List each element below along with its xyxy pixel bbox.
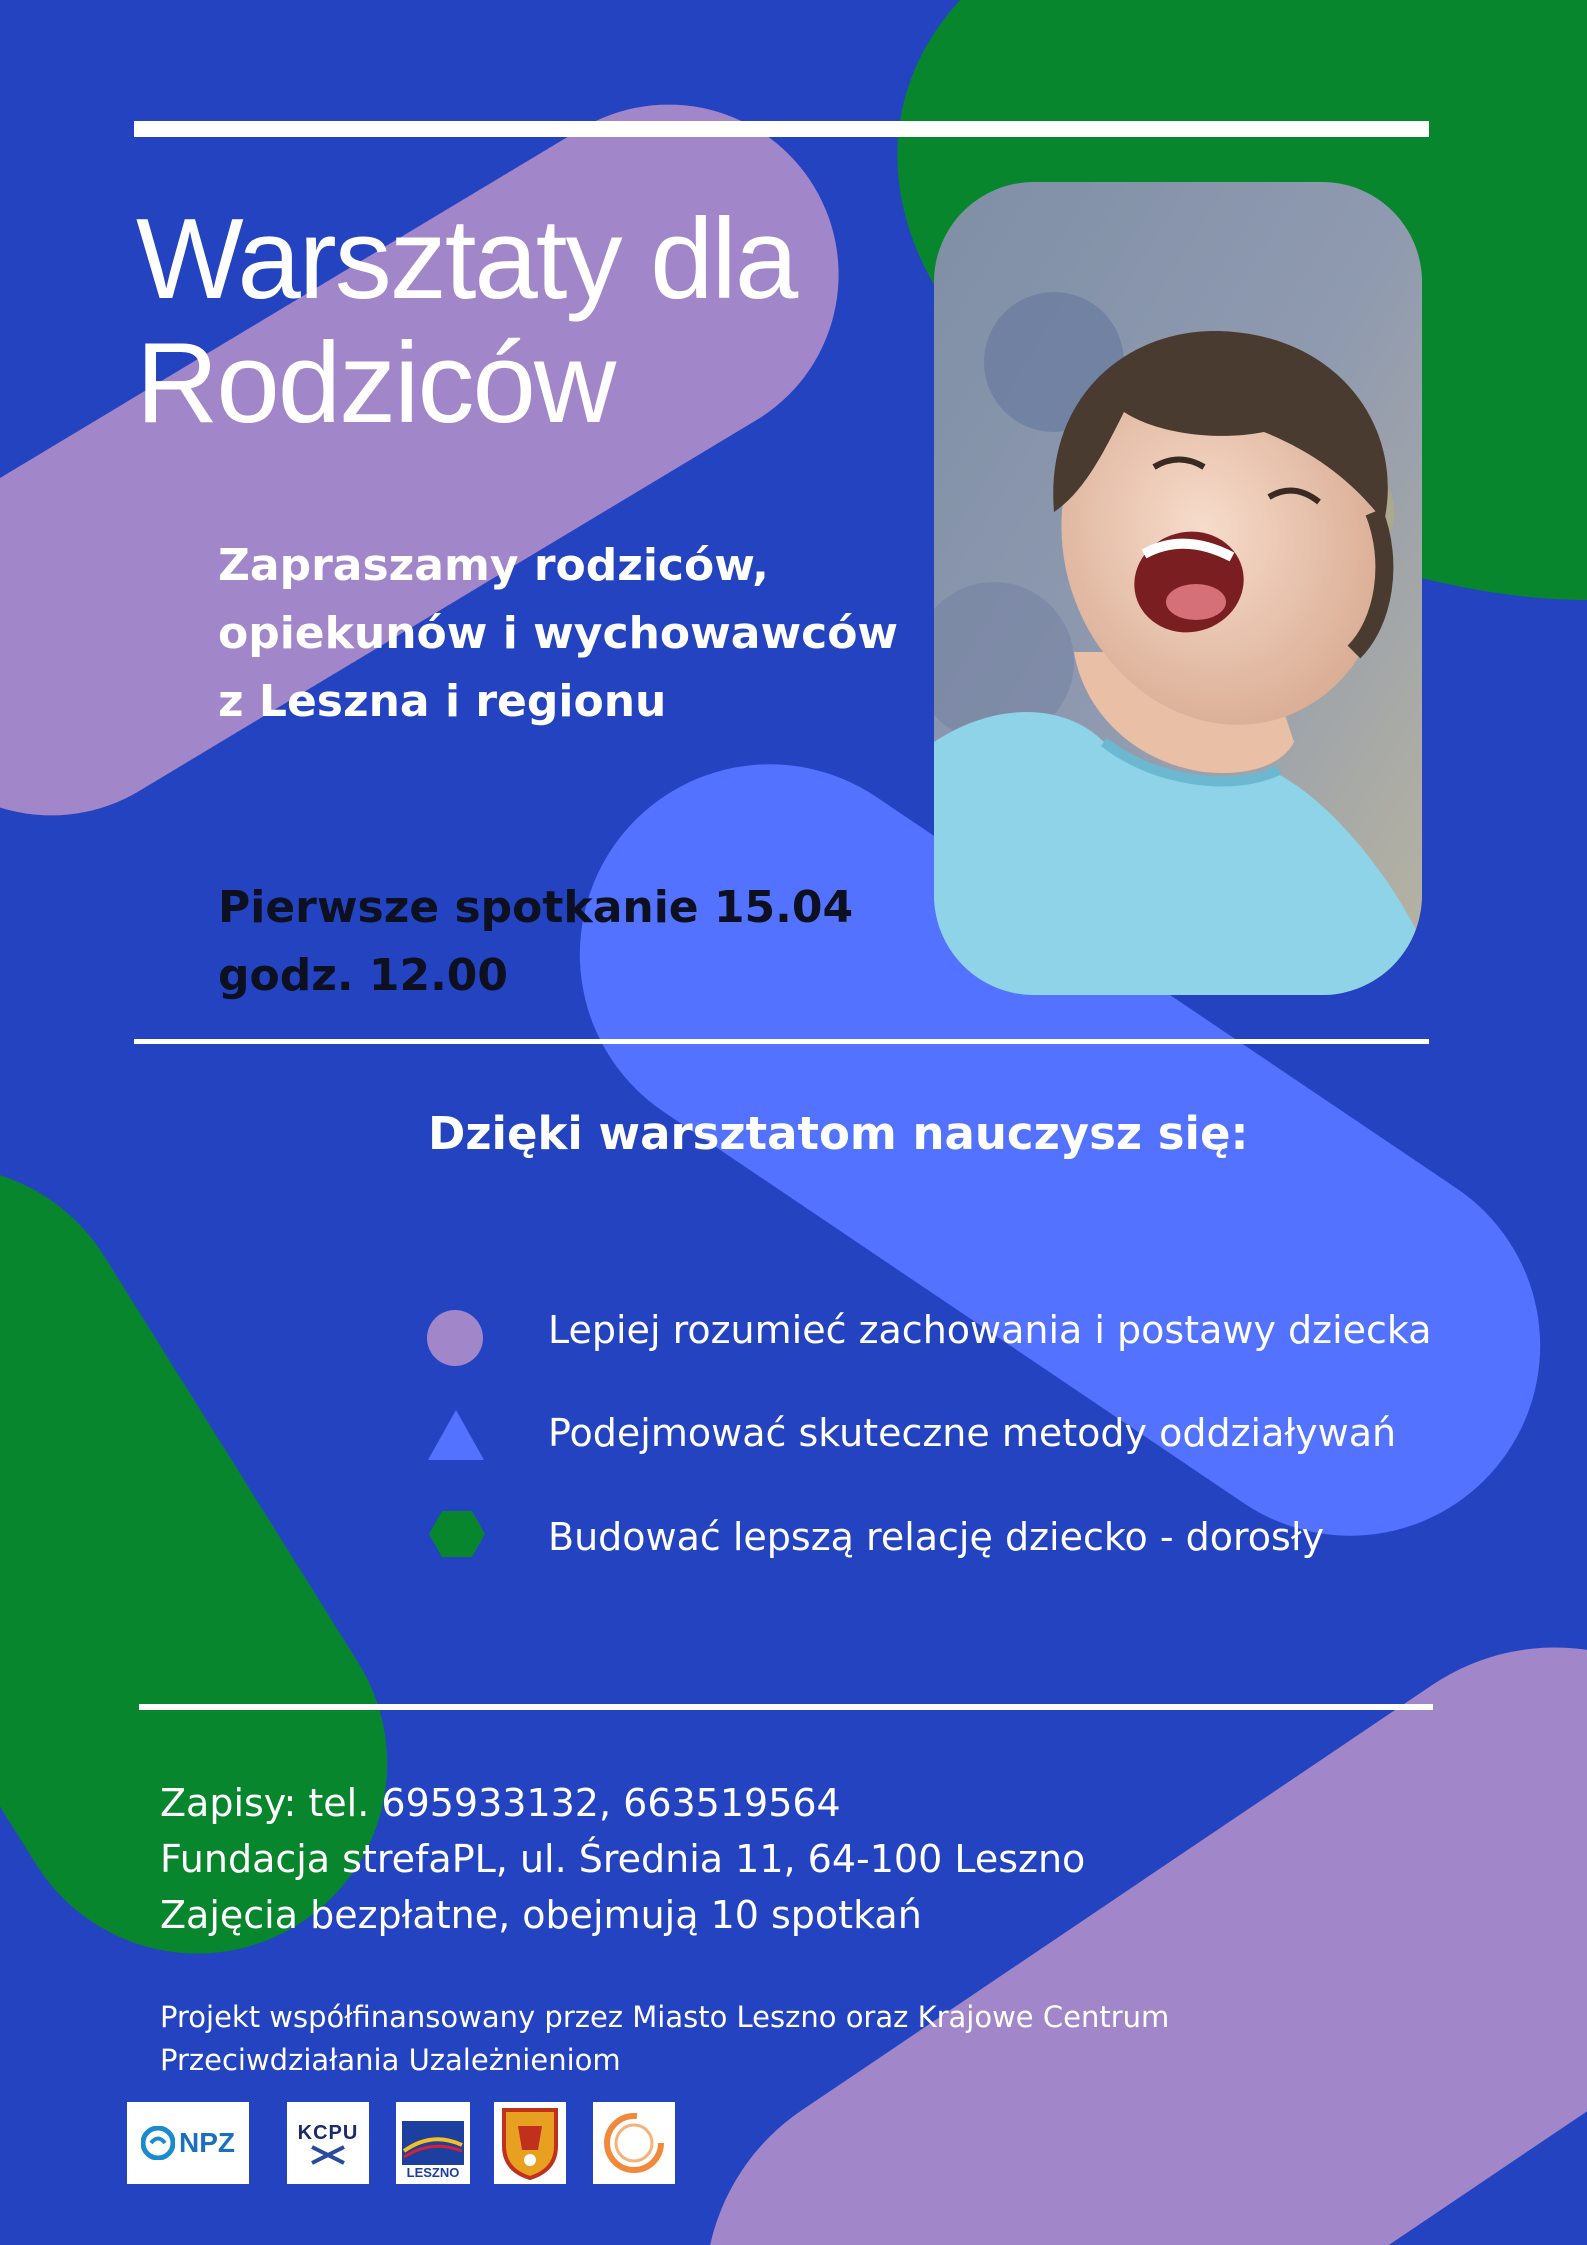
title-line-2: Rodziców [136,320,615,447]
title-line-1: Warsztaty dla [136,196,797,323]
learn-item-2: Podejmować skuteczne metody oddziaływań [548,1411,1397,1455]
invite-line-1: Zapraszamy rodziców, [218,540,769,591]
funding-line-1: Projekt współfinansowany przez Miasto Leszno oraz Krajowe Centrum [160,2000,1170,2034]
meeting-date: Pierwsze spotkanie 15.04 [218,882,854,933]
npz-logo [127,2102,249,2184]
page-title [136,198,936,446]
triangle-icon [426,1410,486,1464]
leszno-wave-icon [402,2121,464,2165]
strefapl-ring-icon [599,2108,669,2178]
middle-divider [134,1039,1429,1044]
circle-icon [425,1308,485,1368]
lower-divider [139,1704,1433,1710]
leszno-logo-text: LESZNO [406,2165,460,2180]
meeting-time: godz. 12.00 [218,950,509,1001]
kcpu-cross-icon [308,2145,348,2165]
funding-line-2: Przeciwdziałania Uzależnieniom [160,2043,621,2077]
invitation-text [218,532,938,736]
signup-phone: Zapisy: tel. 695933132, 663519564 [160,1781,841,1825]
strefapl-logo [593,2102,675,2184]
learn-item-1: Lepiej rozumieć zachowania i postawy dziecka [548,1308,1432,1352]
invite-line-3: z Leszna i regionu [218,676,667,727]
kcpu-logo [287,2102,369,2184]
address: Fundacja strefaPL, ul. Średnia 11, 64-100 Leszno [160,1837,1086,1881]
leszno-logo [396,2102,470,2184]
funding-note [160,1996,1310,2082]
kcpu-logo-text: KCPU [297,2121,359,2144]
invite-line-2: opiekunów i wychowawców [218,608,899,659]
top-divider [134,121,1429,137]
free-classes-note: Zajęcia bezpłatne, obejmują 10 spotkań [160,1893,922,1937]
child-photo [934,182,1422,995]
learn-heading: Dzięki warsztatom nauczysz się: [428,1107,1249,1160]
learn-item-3: Budować lepszą relację dziecko - dorosły [548,1515,1325,1559]
coat-of-arms-icon [500,2106,560,2180]
hexagon-icon [428,1509,486,1559]
lavender-blob-top-left [0,41,902,878]
first-meeting-info [218,874,938,1010]
npz-logo-text: NPZ [179,2127,235,2158]
npz-swirl-icon [141,2126,175,2160]
laughing-child-illustration [934,182,1422,995]
leszno-coat-of-arms [494,2102,566,2184]
